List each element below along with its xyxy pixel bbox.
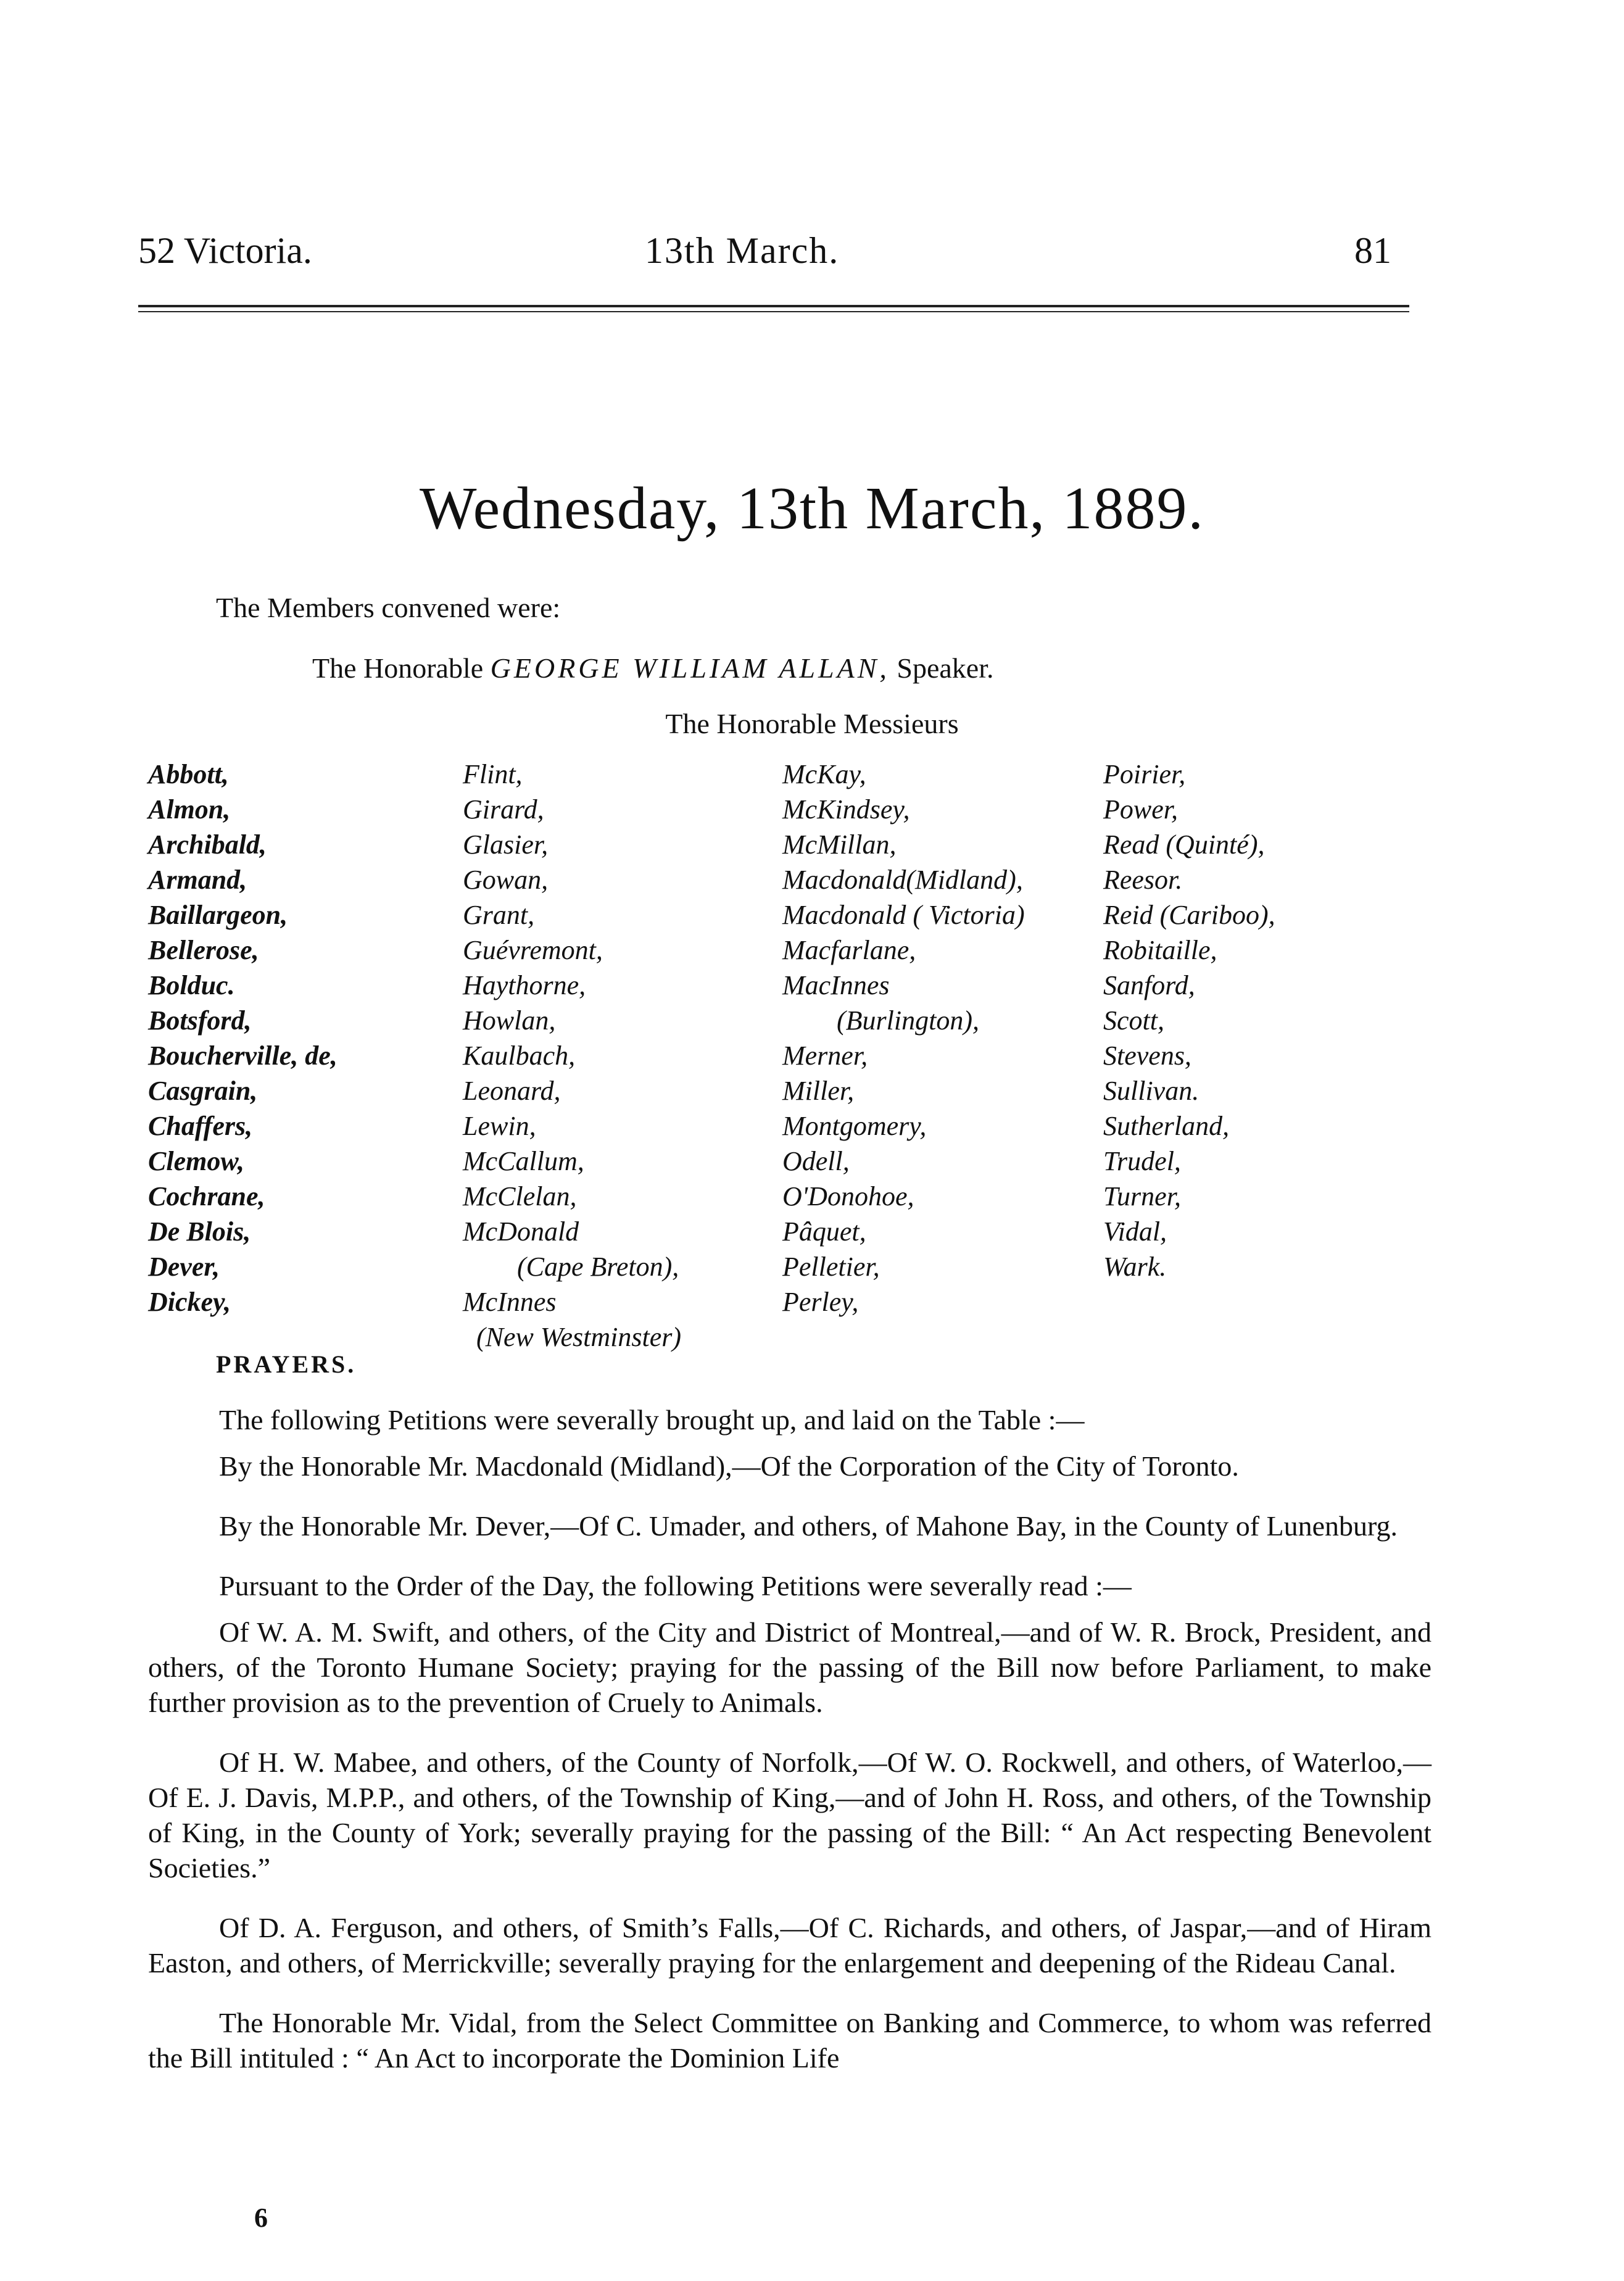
member-name: Odell,	[782, 1146, 850, 1176]
member-name: Botsford,	[148, 1005, 252, 1036]
member-name: Grant,	[463, 900, 535, 930]
member-name: Read (Quinté),	[1103, 829, 1265, 860]
member-name: (New Westminster)	[463, 1322, 682, 1352]
member-name: Sanford,	[1103, 970, 1195, 1000]
member-name: Pelletier,	[782, 1252, 880, 1282]
header-rule-thin	[138, 311, 1409, 312]
member-name: Clemow,	[148, 1146, 245, 1176]
header-rule	[138, 305, 1409, 307]
member-name: Vidal,	[1103, 1216, 1167, 1247]
page-number: 81	[1354, 230, 1391, 271]
member-name: Haythorne,	[463, 970, 586, 1000]
speaker-title: Speaker.	[897, 652, 994, 684]
paragraph: Of W. A. M. Swift, and others, of the City and District of Montreal,—and of W. R. Brock, President, and others, of the Toronto Humane Society; praying for the passing of the Bill now before Parliament, to make further provision as to the prevention of Cruely to Animals.	[148, 1616, 1431, 1718]
member-name: Perley,	[782, 1287, 859, 1317]
member-name: McInnes	[463, 1287, 557, 1317]
member-name: Macdonald(Midland),	[782, 865, 1023, 895]
member-name: Scott,	[1103, 1005, 1164, 1036]
member-name: Kaulbach,	[463, 1041, 576, 1071]
member-name: McDonald	[463, 1216, 579, 1247]
member-name: Howlan,	[463, 1005, 556, 1036]
messieurs-heading: The Honorable Messieurs	[665, 708, 959, 739]
member-column-1	[148, 757, 338, 1319]
member-name: Chaffers,	[148, 1111, 253, 1141]
proceedings-text	[148, 1402, 1431, 2100]
member-name: Reesor.	[1103, 865, 1183, 895]
member-column-3	[782, 757, 1025, 1319]
member-name: Bolduc.	[148, 970, 235, 1000]
member-name: Macfarlane,	[782, 935, 916, 965]
running-head-date: 13th March.	[645, 230, 840, 271]
member-name: McCallum,	[463, 1146, 584, 1176]
member-column-4	[1103, 757, 1275, 1284]
member-name: Wark.	[1103, 1252, 1167, 1282]
member-name: Pâquet,	[782, 1216, 866, 1247]
speaker-name: GEORGE WILLIAM ALLAN,	[490, 652, 890, 684]
member-name: Montgomery,	[782, 1111, 927, 1141]
member-name: Bellerose,	[148, 935, 259, 965]
member-name: Abbott,	[148, 759, 229, 789]
member-name: Almon,	[148, 794, 231, 825]
member-name: McKay,	[782, 759, 866, 789]
member-name: O'Donohoe,	[782, 1181, 914, 1211]
member-name: Trudel,	[1103, 1146, 1181, 1176]
member-name: Macdonald ( Victoria)	[782, 900, 1025, 930]
member-name: (Cape Breton),	[463, 1252, 679, 1282]
paragraph: Of D. A. Ferguson, and others, of Smith’s Falls,—Of C. Richards, and others, of Jaspar,—and of Hiram Easton, and others, of Merrickville; severally praying for the enlargement and deepening of the Rideau Canal.	[148, 1912, 1431, 1979]
paragraph: By the Honorable Mr. Macdonald (Midland),—Of the Corporation of the City of Toronto.	[219, 1450, 1239, 1482]
member-name: (Burlington),	[782, 1005, 979, 1036]
paragraph: Of H. W. Mabee, and others, of the County of Norfolk,—Of W. O. Rockwell, and others, of Waterloo,—Of E. J. Davis, M.P.P., and others, of the Township of King,—and of John H. Ross, and others, of the Township of King, in the County of York; severally praying for the passing of the Bill: “ An Act respecting Benevolent Societies.”	[148, 1747, 1431, 1884]
member-name: Glasier,	[463, 829, 549, 860]
convened-line: The Members convened were:	[216, 592, 561, 623]
paragraph: The Honorable Mr. Vidal, from the Select Committee on Banking and Commerce, to whom was referred the Bill intituled : “ An Act to incorporate the Dominion Life	[148, 2007, 1431, 2074]
member-name: Armand,	[148, 865, 247, 895]
member-column-2	[463, 757, 681, 1355]
member-name: Archibald,	[148, 829, 267, 860]
prayers-heading: PRAYERS.	[216, 1350, 357, 1378]
member-name: Reid (Cariboo),	[1103, 900, 1275, 930]
member-name: Turner,	[1103, 1181, 1181, 1211]
member-name: Merner,	[782, 1041, 868, 1071]
member-name: Power,	[1103, 794, 1178, 825]
member-name: Boucherville, de,	[148, 1041, 338, 1071]
member-name: Lewin,	[463, 1111, 536, 1141]
member-name: Sullivan.	[1103, 1076, 1199, 1106]
member-name: Leonard,	[463, 1076, 561, 1106]
member-name: McMillan,	[782, 829, 897, 860]
signature-mark: 6	[254, 2203, 268, 2233]
paragraph: The following Petitions were severally brought up, and laid on the Table :—	[219, 1404, 1085, 1435]
paragraph: Pursuant to the Order of the Day, the following Petitions were severally read :—	[219, 1570, 1132, 1602]
member-name: Casgrain,	[148, 1076, 258, 1106]
member-name: Baillargeon,	[148, 900, 288, 930]
member-name: McClelan,	[463, 1181, 577, 1211]
running-head-regnal-year: 52 Victoria.	[138, 230, 312, 271]
member-name: De Blois,	[148, 1216, 251, 1247]
member-name: Guévremont,	[463, 935, 603, 965]
speaker-prefix: The Honorable	[312, 652, 484, 684]
member-name: Dickey,	[148, 1287, 231, 1317]
member-name: Sutherland,	[1103, 1111, 1230, 1141]
member-name: McKindsey,	[782, 794, 910, 825]
member-name: Stevens,	[1103, 1041, 1191, 1071]
member-name: MacInnes	[782, 970, 890, 1000]
member-name: Gowan,	[463, 865, 549, 895]
paragraph: By the Honorable Mr. Dever,—Of C. Umader, and others, of Mahone Bay, in the County of Lunenburg.	[219, 1510, 1398, 1542]
member-name: Miller,	[782, 1076, 855, 1106]
page-title: Wednesday, 13th March, 1889.	[420, 475, 1204, 542]
member-name: Dever,	[148, 1252, 220, 1282]
member-name: Robitaille,	[1103, 935, 1217, 965]
member-name: Poirier,	[1103, 759, 1186, 789]
member-name: Cochrane,	[148, 1181, 265, 1211]
member-name: Girard,	[463, 794, 544, 825]
member-name: Flint,	[463, 759, 523, 789]
speaker-line	[312, 652, 994, 684]
